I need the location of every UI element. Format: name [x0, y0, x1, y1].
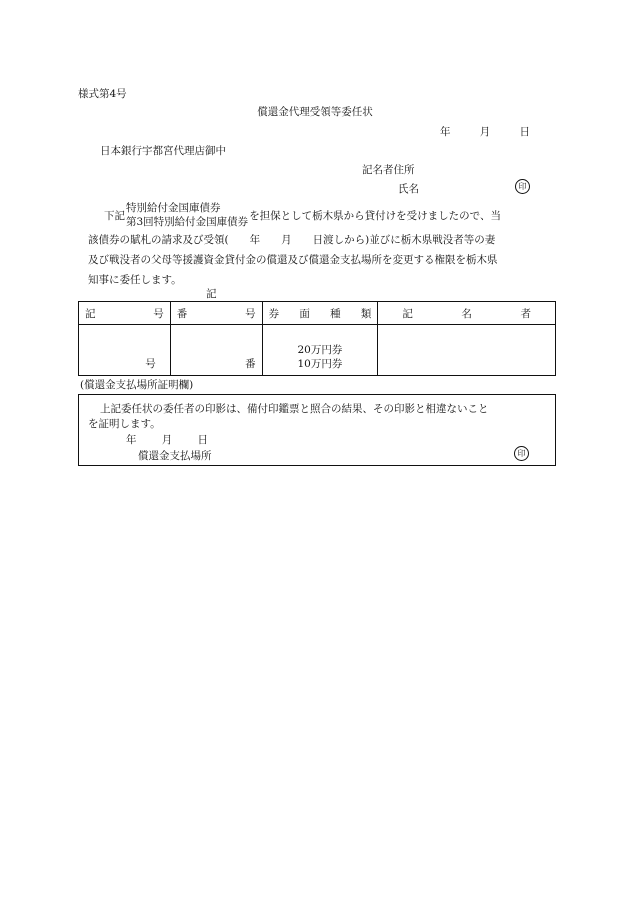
date-day: 日 [519, 126, 530, 138]
cell-kigo[interactable]: 号 [79, 325, 171, 376]
form-number: 様式第4号 [78, 88, 127, 100]
body-line1-rest: を担保として栃木県から貸付けを受けましたので、当 [249, 209, 501, 222]
cell-denomination[interactable] [262, 325, 378, 376]
seal-icon: 印 [515, 179, 530, 194]
cell-kimeisha[interactable] [378, 325, 556, 376]
body-line-3: 及び戦没者の父母等援護資金貸付金の償還及び償還金支払場所を変更する権限を栃木県 [88, 254, 498, 266]
bond-option-2: 第3回特別給付金国庫債券 [126, 216, 249, 228]
bond-option-1: 特別給付金国庫債券 [126, 202, 221, 214]
date-line [440, 124, 530, 139]
denomination-20man: 20万円券 [297, 344, 343, 356]
date-month: 月 [479, 126, 491, 138]
header-bango: 番 号 [170, 302, 262, 325]
address-label: 記名者住所 [362, 164, 415, 176]
table-header-row [79, 302, 556, 325]
name-label: 氏名 [398, 183, 419, 195]
certificate-caption: (償還金支払場所証明欄) [80, 379, 194, 391]
header-kigo: 記 号 [79, 302, 171, 325]
table-row [79, 325, 556, 376]
document-title: 償還金代理受領等委任状 [257, 106, 373, 118]
seal-icon: 印 [514, 446, 529, 461]
ki-heading: 記 [206, 288, 217, 300]
body-line-1 [104, 200, 501, 230]
header-kimeisha: 記 名 者 [378, 302, 556, 325]
cell-bango[interactable]: 番 [170, 325, 262, 376]
cert-date-year: 年 [126, 434, 137, 446]
body-prefix: 下記 [104, 209, 125, 222]
bond-table [78, 301, 556, 376]
bond-options [126, 201, 248, 229]
header-kenmen: 券 面 種 類 [262, 302, 378, 325]
body-line-4: 知事に委任します。 [88, 274, 182, 286]
certificate-date [126, 432, 208, 447]
cert-date-month: 月 [161, 434, 173, 446]
certificate-line-1: 上記委任状の委任者の印影は、備付印鑑票と照合の結果、その印影と相違ないこと [100, 403, 489, 415]
date-year: 年 [440, 126, 451, 138]
payment-place-label: 償還金支払場所 [138, 450, 212, 462]
certificate-seal [514, 446, 529, 461]
body-line-2: 該債券の賦札の請求及び受領( 年 月 日渡しから)並びに栃木県戦没者等の妻 [88, 234, 496, 246]
denomination-10man: 10万円券 [297, 358, 343, 370]
certificate-line-2: を証明します。 [88, 418, 161, 430]
cert-date-day: 日 [197, 434, 208, 446]
name-row [398, 181, 530, 196]
addressee: 日本銀行宇都宮代理店御中 [100, 145, 226, 157]
